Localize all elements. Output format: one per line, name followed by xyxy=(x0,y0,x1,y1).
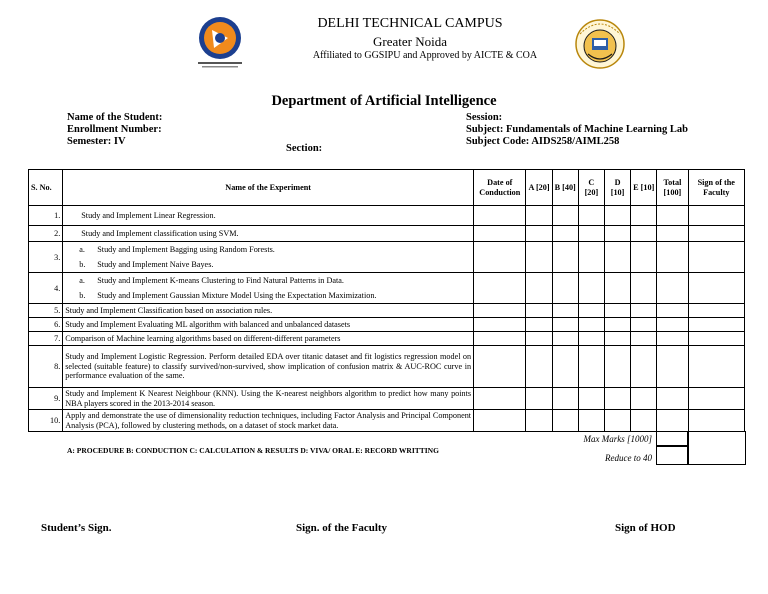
student-sign-label: Student’s Sign. xyxy=(41,522,112,534)
date-cell[interactable] xyxy=(474,226,526,242)
row-serial-number: 8. xyxy=(29,346,63,388)
sub-experiment-label: b. xyxy=(79,291,86,300)
mark-a-cell[interactable] xyxy=(526,332,552,346)
sub-experiment xyxy=(65,257,471,272)
row-experiment-name: Study and Implement Logistic Regression. Perform detailed EDA over titanic dataset and fit logistics regression model on selected (suitable feature) to classify survived/non-survived, show implication of confusion matrix & AUC-ROC curve in performance evaluation of the same. xyxy=(63,346,474,388)
table-row xyxy=(29,346,745,388)
total-cell[interactable] xyxy=(657,304,688,318)
table-row xyxy=(29,273,745,304)
mark-e-cell[interactable] xyxy=(631,318,657,332)
sub-experiment-text: Study and Implement Bagging using Random Forests. xyxy=(97,245,275,254)
total-cell[interactable] xyxy=(657,410,688,432)
mark-a-cell[interactable] xyxy=(526,206,552,226)
mark-d-cell[interactable] xyxy=(604,273,630,304)
hod-sign-label: Sign of HOD xyxy=(615,522,676,534)
faculty-sign-cell[interactable] xyxy=(688,304,744,318)
sub-experiment-label: a. xyxy=(79,276,85,285)
university-seal-logo xyxy=(572,14,628,70)
mark-a-cell[interactable] xyxy=(526,304,552,318)
subject-label: Subject: Fundamentals of Machine Learning Lab xyxy=(466,124,688,135)
section-label: Section: xyxy=(286,143,323,154)
reduce-to-box[interactable] xyxy=(656,445,689,465)
date-cell[interactable] xyxy=(474,304,526,318)
sub-experiment xyxy=(65,273,471,288)
total-cell[interactable] xyxy=(657,318,688,332)
mark-d-cell[interactable] xyxy=(604,226,630,242)
mark-b-cell[interactable] xyxy=(552,388,578,410)
mark-b-cell[interactable] xyxy=(552,304,578,318)
faculty-sign-cell[interactable] xyxy=(688,226,744,242)
date-cell[interactable] xyxy=(474,332,526,346)
semester-label: Semester: IV xyxy=(67,136,126,147)
department-title: Department of Artificial Intelligence xyxy=(271,93,497,109)
mark-c-cell[interactable] xyxy=(578,346,604,388)
date-cell[interactable] xyxy=(474,346,526,388)
header-col-c: C [20] xyxy=(578,170,604,206)
mark-b-cell[interactable] xyxy=(552,206,578,226)
total-cell[interactable] xyxy=(657,273,688,304)
row-experiment-name: Study and Implement K Nearest Neighbour (KNN). Using the K-nearest neighbors algorithm to predict how many points NBA players scored in the 2013-2014 season. xyxy=(63,388,474,410)
header-col-d: D [10] xyxy=(604,170,630,206)
row-serial-number: 2. xyxy=(29,226,63,242)
date-cell[interactable] xyxy=(474,318,526,332)
marks-legend: A: PROCEDURE B: CONDUCTION C: CALCULATION & RESULTS D: VIVA/ ORAL E: RECORD WRITTING xyxy=(67,446,439,455)
header-experiment-name: Name of the Experiment xyxy=(63,170,474,206)
mark-d-cell[interactable] xyxy=(604,410,630,432)
sub-experiment-text: Study and Implement Gaussian Mixture Model Using the Expectation Maximization. xyxy=(97,291,377,300)
mark-b-cell[interactable] xyxy=(552,226,578,242)
mark-a-cell[interactable] xyxy=(526,410,552,432)
mark-c-cell[interactable] xyxy=(578,304,604,318)
date-cell[interactable] xyxy=(474,410,526,432)
table-row xyxy=(29,226,745,242)
reduce-to-label: Reduce to 40 xyxy=(605,453,652,463)
session-label: Session: xyxy=(466,112,503,123)
date-cell[interactable] xyxy=(474,242,526,273)
row-serial-number: 7. xyxy=(29,332,63,346)
row-serial-number: 6. xyxy=(29,318,63,332)
table-row xyxy=(29,242,745,273)
header-col-e: E [10] xyxy=(631,170,657,206)
mark-e-cell[interactable] xyxy=(631,346,657,388)
mark-d-cell[interactable] xyxy=(604,388,630,410)
mark-d-cell[interactable] xyxy=(604,318,630,332)
mark-c-cell[interactable] xyxy=(578,206,604,226)
max-marks-label: Max Marks [1000] xyxy=(583,434,652,444)
row-experiment-name: Study and Implement Classification based on association rules. xyxy=(63,304,474,318)
row-experiment-name: Apply and demonstrate the use of dimensionality reduction techniques, including Factor Analysis and Principal Component Analysis (PCA), followed by clustering methods, on a dataset of stock market data. xyxy=(63,410,474,432)
college-name: DELHI TECHNICAL CAMPUS xyxy=(317,16,503,31)
total-cell[interactable] xyxy=(657,332,688,346)
faculty-sign-cell[interactable] xyxy=(688,410,744,432)
header-col-a: A [20] xyxy=(526,170,552,206)
mark-b-cell[interactable] xyxy=(552,410,578,432)
college-location: Greater Noida xyxy=(373,34,447,49)
enrollment-label: Enrollment Number: xyxy=(67,124,162,135)
mark-b-cell[interactable] xyxy=(552,273,578,304)
mark-a-cell[interactable] xyxy=(526,388,552,410)
faculty-sign-cell[interactable] xyxy=(688,388,744,410)
student-name-label: Name of the Student: xyxy=(67,112,163,123)
table-row xyxy=(29,206,745,226)
mark-c-cell[interactable] xyxy=(578,388,604,410)
mark-e-cell[interactable] xyxy=(631,388,657,410)
sub-experiment-text: Study and Implement K-means Clustering to Find Natural Patterns in Data. xyxy=(97,276,344,285)
faculty-sign-label: Sign. of the Faculty xyxy=(296,522,388,534)
mark-b-cell[interactable] xyxy=(552,346,578,388)
faculty-sign-cell[interactable] xyxy=(688,206,744,226)
mark-e-cell[interactable] xyxy=(631,273,657,304)
header-faculty-sign: Sign of the Faculty xyxy=(688,170,744,206)
date-cell[interactable] xyxy=(474,273,526,304)
mark-a-cell[interactable] xyxy=(526,273,552,304)
faculty-sign-cell[interactable] xyxy=(688,273,744,304)
row-experiment-name: Study and Implement Evaluating ML algorithm with balanced and unbalanced datasets xyxy=(63,318,474,332)
table-row xyxy=(29,388,745,410)
final-sign-box[interactable] xyxy=(687,431,746,465)
table-row xyxy=(29,304,745,318)
row-serial-number: 10. xyxy=(29,410,63,432)
mark-c-cell[interactable] xyxy=(578,332,604,346)
date-cell[interactable] xyxy=(474,206,526,226)
total-cell[interactable] xyxy=(657,388,688,410)
row-experiment-name: Study and Implement classification using SVM. xyxy=(63,226,474,242)
header-date-of-conduction: Date of Conduction xyxy=(474,170,526,206)
faculty-sign-cell[interactable] xyxy=(688,332,744,346)
table-row xyxy=(29,318,745,332)
row-experiment-name xyxy=(63,242,474,273)
table-row xyxy=(29,332,745,346)
mark-c-cell[interactable] xyxy=(578,410,604,432)
mark-d-cell[interactable] xyxy=(604,242,630,273)
mark-e-cell[interactable] xyxy=(631,206,657,226)
mark-b-cell[interactable] xyxy=(552,332,578,346)
mark-b-cell[interactable] xyxy=(552,242,578,273)
total-cell[interactable] xyxy=(657,226,688,242)
mark-e-cell[interactable] xyxy=(631,304,657,318)
mark-c-cell[interactable] xyxy=(578,242,604,273)
mark-c-cell[interactable] xyxy=(578,226,604,242)
row-serial-number: 4. xyxy=(29,273,63,304)
mark-a-cell[interactable] xyxy=(526,346,552,388)
row-experiment-name: Study and Implement Linear Regression. xyxy=(63,206,474,226)
sub-experiment xyxy=(65,242,471,257)
mark-a-cell[interactable] xyxy=(526,318,552,332)
subject-code-label: Subject Code: AIDS258/AIML258 xyxy=(466,136,620,147)
row-serial-number: 3. xyxy=(29,242,63,273)
mark-e-cell[interactable] xyxy=(631,410,657,432)
mark-e-cell[interactable] xyxy=(631,332,657,346)
mark-d-cell[interactable] xyxy=(604,206,630,226)
mark-c-cell[interactable] xyxy=(578,318,604,332)
mark-b-cell[interactable] xyxy=(552,318,578,332)
faculty-sign-cell[interactable] xyxy=(688,318,744,332)
header-total: Total [100] xyxy=(657,170,688,206)
faculty-sign-cell[interactable] xyxy=(688,242,744,273)
table-header-row xyxy=(29,170,745,206)
total-cell[interactable] xyxy=(657,242,688,273)
sub-experiment xyxy=(65,288,471,303)
college-logo-left xyxy=(190,16,250,70)
mark-d-cell[interactable] xyxy=(604,346,630,388)
mark-d-cell[interactable] xyxy=(604,304,630,318)
experiments-table xyxy=(28,169,745,432)
mark-e-cell[interactable] xyxy=(631,242,657,273)
mark-d-cell[interactable] xyxy=(604,332,630,346)
header-col-b: B [40] xyxy=(552,170,578,206)
faculty-sign-cell[interactable] xyxy=(688,346,744,388)
sub-experiment-text: Study and Implement Naive Bayes. xyxy=(97,260,214,269)
mark-c-cell[interactable] xyxy=(578,273,604,304)
header-sno: S. No. xyxy=(29,170,63,206)
row-experiment-name: Comparison of Machine learning algorithms based on different-different parameters xyxy=(63,332,474,346)
table-row xyxy=(29,410,745,432)
mark-e-cell[interactable] xyxy=(631,226,657,242)
college-affiliation: Affiliated to GGSIPU and Approved by AICTE & COA xyxy=(312,50,538,61)
sub-experiment-label: a. xyxy=(79,245,85,254)
row-serial-number: 9. xyxy=(29,388,63,410)
mark-a-cell[interactable] xyxy=(526,242,552,273)
row-serial-number: 1. xyxy=(29,206,63,226)
row-serial-number: 5. xyxy=(29,304,63,318)
total-cell[interactable] xyxy=(657,206,688,226)
row-experiment-name xyxy=(63,273,474,304)
sub-experiment-label: b. xyxy=(79,260,86,269)
mark-a-cell[interactable] xyxy=(526,226,552,242)
date-cell[interactable] xyxy=(474,388,526,410)
total-cell[interactable] xyxy=(657,346,688,388)
